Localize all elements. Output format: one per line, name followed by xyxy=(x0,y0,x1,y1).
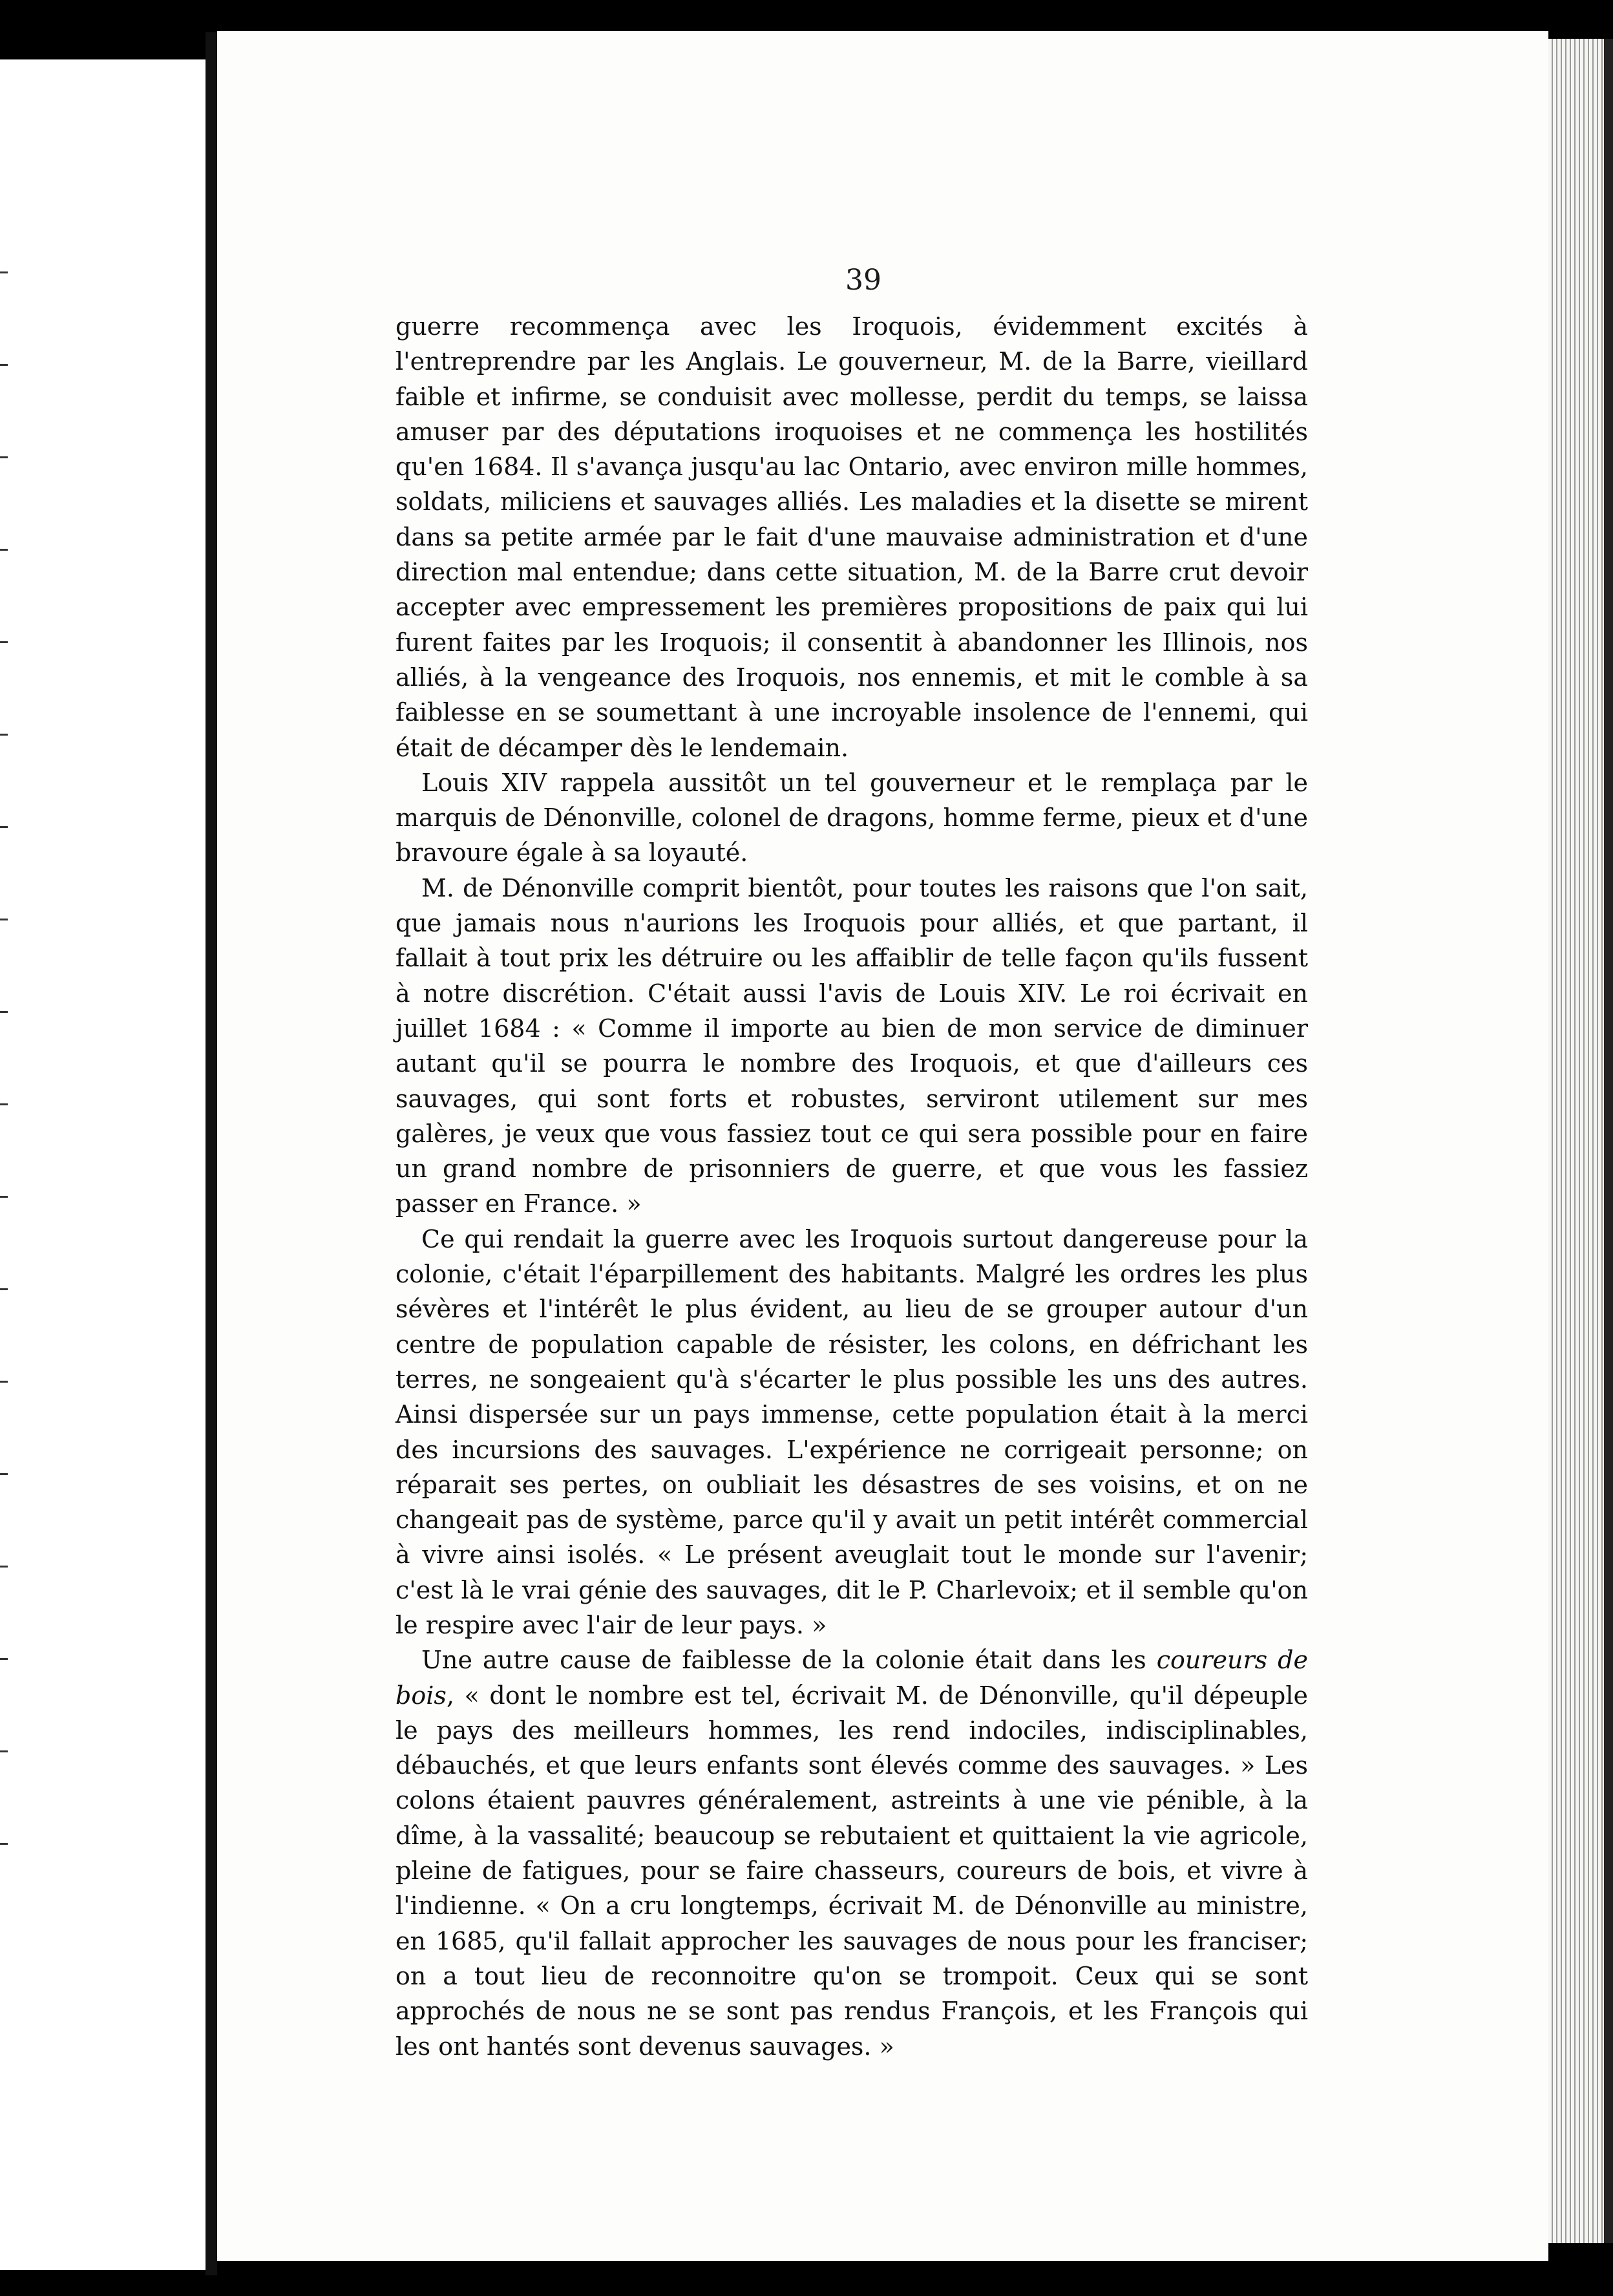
body-text xyxy=(395,309,1308,2064)
margin-marks xyxy=(0,271,13,1952)
facing-page-edge xyxy=(0,59,206,2270)
paragraph-5 xyxy=(395,1642,1308,2064)
page-stack-shadow xyxy=(1604,39,1613,2243)
page-stack-edges xyxy=(1548,39,1604,2243)
paragraph-3: M. de Dénonville comprit bientôt, pour toutes les raisons que l'on sait, que jamais nous n'aurions les Iroquois pour alliés, et que partant, il fallait à tout prix les détruire ou les affaiblir de telle façon qu'ils fussent à notre discrétion. C'était aussi l'avis de Louis XIV. Le roi écrivait en juillet 1684 : « Comme il importe au bien de mon service de diminuer autant qu'il se pourra le nombre des Iroquois, et que d'ailleurs ces sauvages, qui sont forts et robustes, serviront utilement sur mes galères, je veux que vous fassiez tout ce qui sera possible pour en faire un grand nombre de prisonniers de guerre, et que vous les fassiez passer en France. » xyxy=(395,873,1308,1218)
paragraph-1: guerre recommença avec les Iroquois, évidemment excités à l'entreprendre par les Anglais. Le gouverneur, M. de la Barre, vieillard faible et infirme, se conduisit avec mollesse, perdit du temps, se laissa amuser par des députations iroquoises et ne commença les hostilités qu'en 1684. Il s'avança jusqu'au lac Ontario, avec environ mille hommes, soldats, miliciens et sauvages alliés. Les maladies et la disette se mirent dans sa petite armée par le fait d'une mauvaise administration et d'une direction mal entendue; dans cette situation, M. de la Barre crut devoir accepter avec empressement les premières propositions de paix qui lui furent faites par les Iroquois; il consentit à abandonner les Illinois, nos alliés, à la vengeance des Iroquois, nos ennemis, et mit le comble à sa faiblesse en se soumettant à une incroyable insolence de l'ennemi, qui était de décamper dès le lendemain. xyxy=(395,312,1308,762)
paragraph-5-start: Une autre cause de faiblesse de la colonie était dans les xyxy=(421,1646,1157,1675)
paragraph-4: Ce qui rendait la guerre avec les Iroquois surtout dangereuse pour la colonie, c'était l'éparpillement des habitants. Malgré les ordres les plus sévères et l'intérêt le plus évident, au lieu de se grouper autour d'un centre de population capable de résister, les colons, en défrichant les terres, ne songeaient qu'à s'écarter le plus possible les uns des autres. Ainsi dispersée sur un pays immense, cette population était à la merci des incursions des sauvages. L'expérience ne corrigeait personne; on réparait ses pertes, on oubliait les désastres de ses voisins, et on ne changeait pas de système, parce qu'il y avait un petit intérêt commercial à vivre ainsi isolés. « Le présent aveuglait tout le monde sur l'avenir; c'est là le vrai génie des sauvages, dit le P. Charlevoix; et il semble qu'on le respire avec l'air de leur pays. » xyxy=(395,1224,1308,1639)
page-number: 39 xyxy=(845,264,881,297)
paragraph-5-end: , « dont le nombre est tel, écrivait M. de Dénonville, qu'il dépeuple le pays des meilleurs hommes, les rend indociles, indisciplinables, débauchés, et que leurs enfants sont élevés comme des sauvages. » Les colons étaient pauvres généralement, astreints à une vie pénible, à la dîme, à la vassalité; beaucoup se rebutaient et quittaient la vie agricole, pleine de fatigues, pour se faire chasseurs, coureurs de bois, et vivre à l'indienne. « On a cru longtemps, écrivait M. de Dénonville au ministre, en 1685, qu'il fallait approcher les sauvages de nous pour les franciser; on a tout lieu de reconnoitre qu'on se trompoit. Ceux qui se sont approchés de nous ne se sont pas rendus François, et les François qui les ont hantés sont devenus sauvages. » xyxy=(395,1681,1308,2061)
paragraph-2: Louis XIV rappela aussitôt un tel gouverneur et le remplaça par le marquis de Dénonville, colonel de dragons, homme ferme, pieux et d'une bravoure égale à sa loyauté. xyxy=(395,768,1308,867)
italic-term: coureurs de bois xyxy=(395,1646,1308,1710)
book-gutter xyxy=(206,32,217,2275)
